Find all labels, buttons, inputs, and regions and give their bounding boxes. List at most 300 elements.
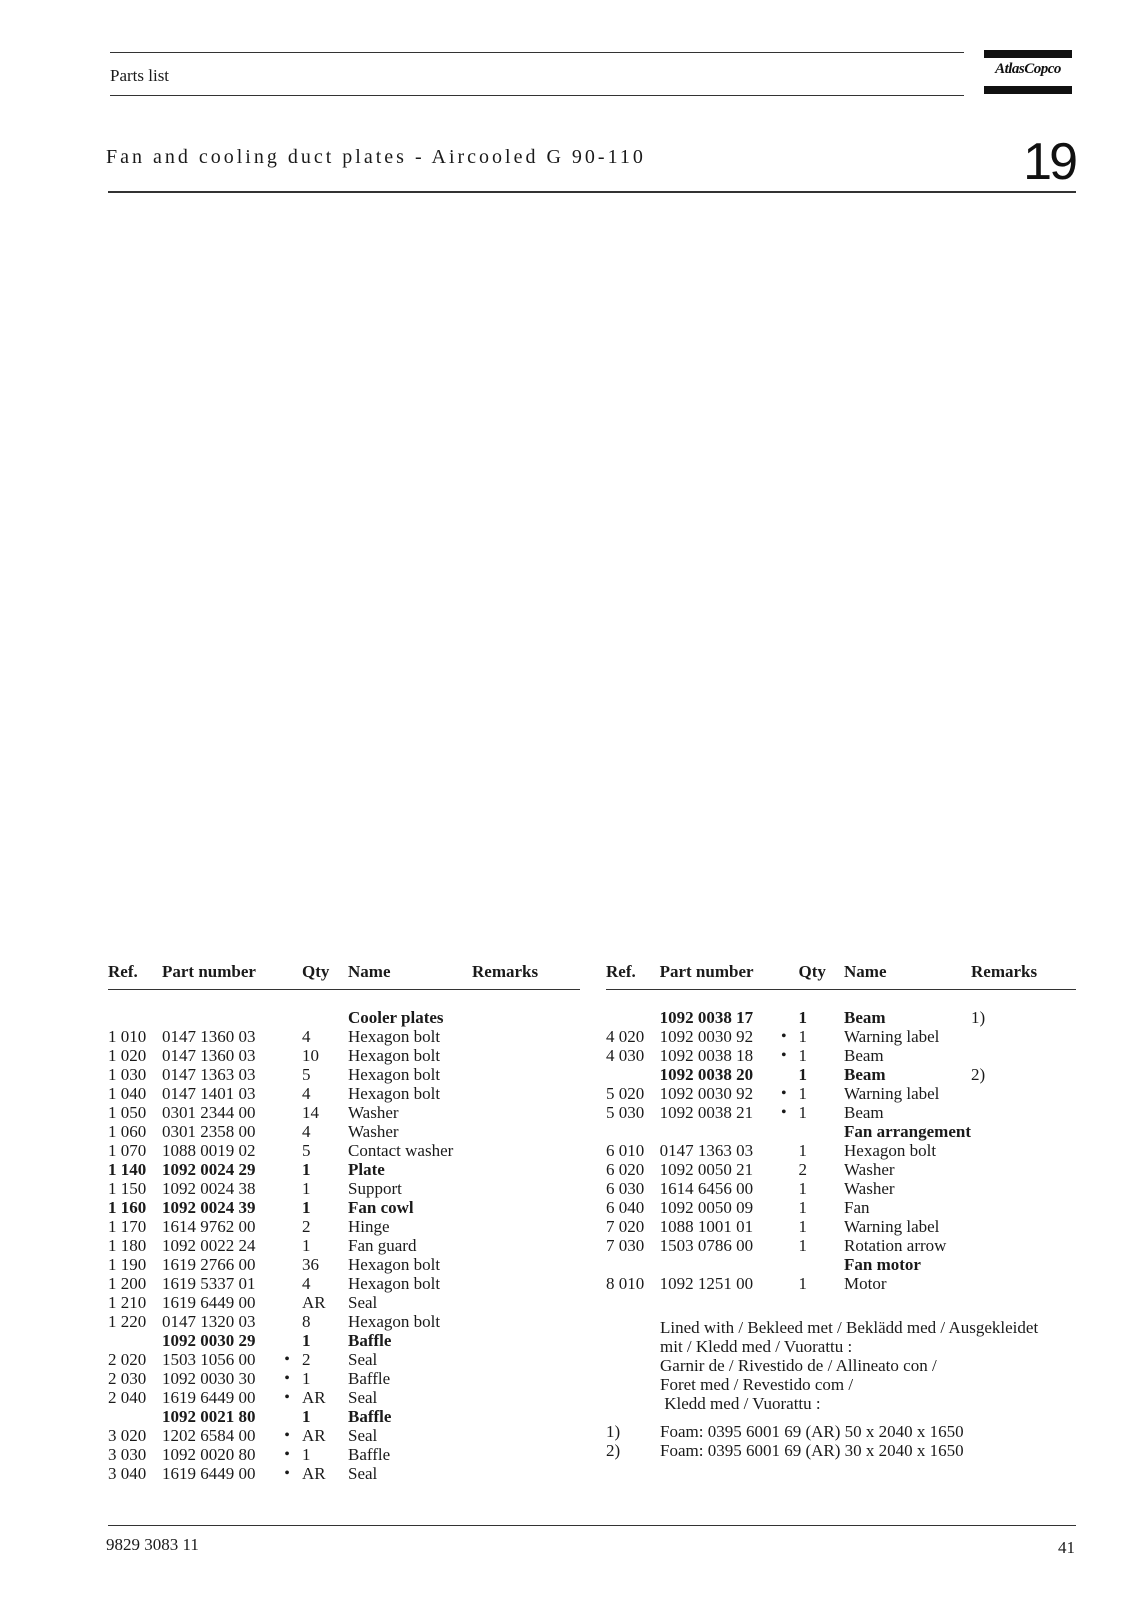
cell-bullet: • [284, 1446, 290, 1463]
cell-remarks [472, 1464, 580, 1483]
footnote-2 [606, 1441, 964, 1460]
table-row [108, 1027, 580, 1046]
cell-remarks [472, 1312, 580, 1331]
cell-qty: 1 [302, 1179, 311, 1198]
cell-bullet: • [781, 1085, 787, 1102]
cell-remarks [472, 1236, 580, 1255]
cell-part-number: 1614 6456 00 [659, 1179, 754, 1198]
table-row [606, 1160, 1076, 1179]
cell-part-number: 1092 0030 30 [162, 1369, 256, 1388]
cell-ref: 1 210 [108, 1293, 147, 1312]
cell-bullet [272, 1217, 302, 1236]
cell-part-number: 1092 0030 92 [659, 1084, 754, 1103]
cell-part-number: 0147 1360 03 [162, 1027, 256, 1046]
table-row [606, 1065, 1076, 1084]
cell-name: Beam [844, 1008, 886, 1027]
cell-ref: 1 060 [108, 1122, 147, 1141]
cell-part-number: 1619 6449 00 [162, 1388, 256, 1407]
cell-bullet: • [284, 1465, 290, 1482]
cell-remarks [971, 1274, 1076, 1293]
cell-qty: 1 [798, 1236, 807, 1255]
cell-qty: 5 [302, 1065, 311, 1084]
footer-rule [108, 1525, 1076, 1526]
footnote-1 [606, 1422, 964, 1441]
cell-part-number: 0147 1401 03 [162, 1084, 256, 1103]
cell-remarks [472, 1445, 580, 1464]
col-ref: Ref. [108, 962, 138, 981]
cell-remarks [472, 1331, 580, 1350]
note-line: Foret med / Revestido com / [660, 1375, 854, 1394]
table-row [606, 1084, 1076, 1103]
cell-part-number: 1619 6449 00 [162, 1464, 256, 1483]
footnote-text: Foam: 0395 6001 69 (AR) 30 x 2040 x 1650 [660, 1441, 964, 1460]
cell-remarks [971, 1103, 1076, 1122]
cell-qty: AR [302, 1464, 326, 1483]
cell-ref: 3 040 [108, 1464, 147, 1483]
cell-part-number: 0147 1320 03 [162, 1312, 256, 1331]
cell-bullet: • [284, 1351, 290, 1368]
cell-qty: 1 [302, 1445, 311, 1464]
cell-remarks [971, 1046, 1076, 1065]
cell-ref: 1 200 [108, 1274, 147, 1293]
cell-qty: 5 [302, 1141, 311, 1160]
cell-name: Baffle [348, 1369, 391, 1388]
cell-name: Warning label [844, 1027, 940, 1046]
cell-bullet [769, 1198, 798, 1217]
cell-qty: 1 [798, 1065, 807, 1084]
cell-bullet: • [781, 1028, 787, 1045]
cell-qty: 1 [798, 1179, 807, 1198]
cell-bullet [272, 1407, 302, 1426]
cell-bullet [272, 1027, 302, 1046]
cell-bullet [769, 1141, 798, 1160]
cell-remarks [472, 1274, 580, 1293]
cell-qty: 36 [302, 1255, 319, 1274]
cell-ref: 4 020 [606, 1027, 645, 1046]
cell-qty: AR [302, 1426, 326, 1445]
table-row [108, 1046, 580, 1065]
cell-qty: 1 [302, 1198, 311, 1217]
parts-table-right [606, 962, 1076, 1293]
lining-note [660, 1318, 1038, 1413]
cell-remarks [971, 1122, 1076, 1141]
cell-bullet: • [284, 1370, 290, 1387]
table-row [108, 1388, 580, 1407]
cell-remarks [971, 1179, 1076, 1198]
cell-bullet [769, 1274, 798, 1293]
cell-bullet [769, 1236, 798, 1255]
title-rule [108, 191, 1076, 193]
cell-name: Beam [844, 1103, 884, 1122]
table-row [108, 1141, 580, 1160]
table-row [108, 1445, 580, 1464]
note-line: Kledd med / Vuorattu : [660, 1394, 821, 1413]
cell-bullet [769, 1160, 798, 1179]
table-row [606, 1179, 1076, 1198]
cell-name: Warning label [844, 1217, 940, 1236]
cell-qty: 1 [798, 1274, 807, 1293]
table-row [606, 1141, 1076, 1160]
cell-name: Baffle [348, 1445, 391, 1464]
cell-name: Motor [844, 1274, 887, 1293]
note-line: Garnir de / Rivestido de / Allineato con / [660, 1356, 937, 1375]
cell-qty [799, 1122, 845, 1141]
cell-remarks [971, 1141, 1076, 1160]
cell-remarks [971, 1217, 1076, 1236]
parts-table-left [108, 962, 580, 1483]
table-row [606, 1274, 1076, 1293]
cell-qty: 1 [302, 1407, 311, 1426]
cell-ref: 1 180 [108, 1236, 147, 1255]
col-part-number: Part number [659, 962, 754, 981]
cell-bullet [272, 1198, 302, 1217]
table-row [108, 1179, 580, 1198]
cell-remarks [472, 1122, 580, 1141]
cell-ref: 2 030 [108, 1369, 147, 1388]
cell-part-number: 0147 1363 03 [659, 1141, 754, 1160]
cell-name: Hexagon bolt [348, 1312, 441, 1331]
cell-name: Seal [348, 1293, 378, 1312]
cell-ref: 3 020 [108, 1426, 147, 1445]
cell-ref: 4 030 [606, 1046, 645, 1065]
cell-bullet [272, 1331, 302, 1350]
cell-part-number: 1092 0020 80 [162, 1445, 256, 1464]
cell-remarks: 1) [971, 1008, 986, 1027]
cell-qty: 8 [302, 1312, 311, 1331]
table-row [606, 1236, 1076, 1255]
cell-qty: AR [302, 1293, 326, 1312]
cell-remarks [472, 1179, 580, 1198]
cell-bullet [272, 1179, 302, 1198]
cell-qty: 2 [302, 1217, 311, 1236]
cell-qty: 1 [798, 1046, 807, 1065]
cell-qty: 14 [302, 1103, 319, 1122]
col-name: Name [348, 962, 391, 981]
cell-name: Seal [348, 1350, 378, 1369]
cell-ref [606, 1122, 660, 1141]
table-header-row [606, 962, 1076, 990]
table-header-row [108, 962, 580, 990]
cell-part-number: 1202 6584 00 [162, 1426, 256, 1445]
cell-part-number: 1092 0024 38 [162, 1179, 256, 1198]
cell-name: Fan cowl [348, 1198, 414, 1217]
table-row [108, 1236, 580, 1255]
cell-part-number: 0301 2344 00 [162, 1103, 256, 1122]
cell-part-number: 1619 2766 00 [162, 1255, 256, 1274]
cell-qty: 2 [798, 1160, 807, 1179]
cell-ref: 2 020 [108, 1350, 147, 1369]
cell-part-number: 1092 0038 20 [659, 1065, 754, 1084]
cell-ref: 1 020 [108, 1046, 147, 1065]
cell-name: Washer [348, 1122, 399, 1141]
cell-ref: 1 150 [108, 1179, 147, 1198]
col-part-number: Part number [162, 962, 256, 981]
cell-bullet: • [284, 1427, 290, 1444]
cell-qty: 1 [798, 1217, 807, 1236]
cell-remarks [472, 1388, 580, 1407]
page-number: 41 [1058, 1538, 1075, 1557]
cell-ref: 1 220 [108, 1312, 147, 1331]
cell-ref: 5 030 [606, 1103, 645, 1122]
table-row [108, 1312, 580, 1331]
cell-name: Washer [844, 1160, 895, 1179]
table-row [108, 990, 580, 1028]
cell-name: Seal [348, 1388, 378, 1407]
cell-part-number: 1092 0038 17 [659, 1008, 754, 1027]
cell-name: Seal [348, 1464, 378, 1483]
cell-remarks [472, 1046, 580, 1065]
cell-ref: 1 160 [108, 1198, 147, 1217]
table-row [606, 1122, 1076, 1141]
cell-bullet [769, 1255, 798, 1274]
section-label: Parts list [110, 66, 170, 85]
table-row [606, 1217, 1076, 1236]
table-row [108, 1426, 580, 1445]
cell-bullet [769, 990, 798, 1028]
cell-remarks: 2) [971, 1065, 986, 1084]
cell-ref: 6 040 [606, 1198, 645, 1217]
note-line: Lined with / Bekleed met / Beklädd med / Ausgekleidet [660, 1318, 1039, 1337]
cell-name: Contact washer [348, 1141, 454, 1160]
cell-name: Hexagon bolt [348, 1027, 441, 1046]
cell-bullet [272, 1122, 302, 1141]
cell-remarks [971, 1236, 1076, 1255]
table-row [108, 1103, 580, 1122]
cell-qty [799, 1255, 845, 1274]
table-row [606, 1103, 1076, 1122]
cell-bullet [272, 1065, 302, 1084]
cell-part-number: 1092 0050 21 [659, 1160, 754, 1179]
table-row [108, 1255, 580, 1274]
cell-part-number [660, 1122, 770, 1141]
cell-remarks [472, 1065, 580, 1084]
col-ref: Ref. [606, 962, 636, 981]
cell-qty: 1 [798, 1008, 807, 1027]
cell-bullet [272, 990, 302, 1028]
cell-part-number: 1092 0050 09 [659, 1198, 754, 1217]
cell-part-number: 1619 6449 00 [162, 1293, 256, 1312]
cell-ref: 7 020 [606, 1217, 645, 1236]
cell-bullet [272, 1293, 302, 1312]
cell-qty: 1 [798, 1027, 807, 1046]
cell-ref [606, 990, 660, 1028]
cell-remarks [472, 1369, 580, 1388]
cell-part-number: 1619 5337 01 [162, 1274, 256, 1293]
cell-ref [108, 1407, 162, 1426]
cell-name: Warning label [844, 1084, 940, 1103]
cell-part-number: 1614 9762 00 [162, 1217, 256, 1236]
cell-ref: 1 040 [108, 1084, 147, 1103]
cell-part-number: 1092 0024 39 [162, 1198, 256, 1217]
table-row [108, 1369, 580, 1388]
cell-name: Fan motor [844, 1255, 921, 1274]
brand-wordmark: AtlasCopco [995, 61, 1061, 77]
cell-part-number: 1092 0038 21 [659, 1103, 754, 1122]
cell-part-number: 1092 0038 18 [659, 1046, 754, 1065]
cell-part-number: 0147 1360 03 [162, 1046, 256, 1065]
cell-ref: 1 190 [108, 1255, 147, 1274]
cell-bullet: • [781, 1104, 787, 1121]
cell-ref: 6 010 [606, 1141, 645, 1160]
cell-remarks [971, 1160, 1076, 1179]
cell-bullet [272, 1046, 302, 1065]
cell-bullet [769, 1065, 798, 1084]
cell-ref: 1 050 [108, 1103, 147, 1122]
table-row [108, 1331, 580, 1350]
cell-bullet [769, 1122, 798, 1141]
cell-name: Beam [844, 1065, 886, 1084]
cell-ref: 6 030 [606, 1179, 645, 1198]
cell-ref: 1 010 [108, 1027, 147, 1046]
cell-remarks [472, 1027, 580, 1046]
cell-remarks [971, 1255, 1076, 1274]
cell-part-number: 1092 0030 29 [162, 1331, 256, 1350]
col-name: Name [844, 962, 887, 981]
cell-remarks [472, 1407, 580, 1426]
cell-name: Hexagon bolt [348, 1274, 441, 1293]
cell-qty: 4 [302, 1084, 311, 1103]
cell-name: Hexagon bolt [348, 1065, 441, 1084]
cell-remarks [472, 1426, 580, 1445]
cell-qty: 1 [798, 1141, 807, 1160]
footnote-key: 1) [606, 1422, 621, 1441]
cell-qty: AR [302, 1388, 326, 1407]
col-remarks: Remarks [472, 962, 539, 981]
cell-part-number: 1092 0022 24 [162, 1236, 256, 1255]
cell-remarks [472, 1198, 580, 1217]
table-row [606, 990, 1076, 1028]
cell-remarks [472, 990, 580, 1028]
cell-bullet [272, 1103, 302, 1122]
cell-remarks [472, 1217, 580, 1236]
cell-bullet [769, 1217, 798, 1236]
cell-remarks [472, 1293, 580, 1312]
cell-qty: 1 [302, 1160, 311, 1179]
table-row [108, 1122, 580, 1141]
cell-bullet [272, 1255, 302, 1274]
cell-part-number: 0301 2358 00 [162, 1122, 256, 1141]
cell-remarks [971, 1198, 1076, 1217]
cell-ref: 5 020 [606, 1084, 645, 1103]
cell-ref [606, 1065, 660, 1084]
cell-name: Support [348, 1179, 402, 1198]
cell-ref: 7 030 [606, 1236, 645, 1255]
cell-qty: 10 [302, 1046, 319, 1065]
cell-remarks [971, 1027, 1076, 1046]
note-line: mit / Kledd med / Vuorattu : [660, 1337, 853, 1356]
table-row [108, 1464, 580, 1483]
cell-part-number: 1088 1001 01 [659, 1217, 754, 1236]
cell-qty: 4 [302, 1274, 311, 1293]
table-row [108, 1350, 580, 1369]
table-row [606, 1027, 1076, 1046]
cell-bullet [272, 1160, 302, 1179]
cell-name: Plate [348, 1160, 385, 1179]
header-top-rule [110, 52, 964, 53]
cell-bullet: • [781, 1047, 787, 1064]
cell-ref: 6 020 [606, 1160, 645, 1179]
cell-remarks [472, 1160, 580, 1179]
cell-qty: 1 [302, 1369, 311, 1388]
table-row [606, 1046, 1076, 1065]
cell-bullet [272, 1312, 302, 1331]
cell-qty: 2 [302, 1350, 311, 1369]
cell-bullet [272, 1236, 302, 1255]
cell-qty: 1 [302, 1331, 311, 1350]
cell-ref: 3 030 [108, 1445, 147, 1464]
cell-name: Baffle [348, 1407, 392, 1426]
cell-part-number: 1088 0019 02 [162, 1141, 256, 1160]
cell-qty: 1 [798, 1198, 807, 1217]
page-title: Fan and cooling duct plates - Aircooled G 90-110 [106, 146, 646, 168]
table-row [108, 1217, 580, 1236]
cell-remarks [472, 1255, 580, 1274]
cell-name: Seal [348, 1426, 378, 1445]
cell-remarks [971, 1084, 1076, 1103]
cell-ref: 1 170 [108, 1217, 147, 1236]
document-number: 9829 3083 11 [106, 1535, 199, 1554]
chapter-number: 19 [1023, 133, 1075, 191]
cell-bullet [272, 1141, 302, 1160]
cell-ref: 2 040 [108, 1388, 147, 1407]
cell-part-number: 0147 1363 03 [162, 1065, 256, 1084]
cell-name: Fan [844, 1198, 870, 1217]
cell-name: Hexagon bolt [348, 1255, 441, 1274]
table-row [108, 1084, 580, 1103]
table-row [108, 1407, 580, 1426]
cell-qty: 4 [302, 1027, 311, 1046]
col-qty: Qty [302, 962, 330, 981]
table-row [606, 1198, 1076, 1217]
table-row [108, 1274, 580, 1293]
cell-remarks [472, 1084, 580, 1103]
cell-name: Hinge [348, 1217, 390, 1236]
cell-name: Hexagon bolt [348, 1084, 441, 1103]
cell-part-number [162, 990, 272, 1028]
table-row [108, 1065, 580, 1084]
col-remarks: Remarks [971, 962, 1038, 981]
cell-remarks [472, 1103, 580, 1122]
cell-qty: 1 [798, 1103, 807, 1122]
cell-name: Fan guard [348, 1236, 417, 1255]
cell-part-number: 1092 0030 92 [659, 1027, 754, 1046]
cell-part-number: 1503 1056 00 [162, 1350, 256, 1369]
cell-remarks [472, 1350, 580, 1369]
cell-name: Hexagon bolt [348, 1046, 441, 1065]
col-qty: Qty [798, 962, 826, 981]
cell-ref [606, 1255, 660, 1274]
footnote-text: Foam: 0395 6001 69 (AR) 50 x 2040 x 1650 [660, 1422, 964, 1441]
table-row [108, 1198, 580, 1217]
cell-ref: 1 140 [108, 1160, 147, 1179]
cell-part-number: 1503 0786 00 [659, 1236, 754, 1255]
cell-bullet [272, 1084, 302, 1103]
cell-ref: 1 070 [108, 1141, 147, 1160]
cell-qty: 1 [302, 1236, 311, 1255]
cell-ref: 8 010 [606, 1274, 645, 1293]
cell-qty [302, 990, 348, 1028]
atlas-copco-logo [984, 50, 1072, 94]
header-bottom-rule [110, 95, 964, 96]
cell-name: Beam [844, 1046, 884, 1065]
cell-bullet: • [284, 1389, 290, 1406]
cell-name: Rotation arrow [844, 1236, 947, 1255]
table-row [606, 1255, 1076, 1274]
cell-ref [108, 1331, 162, 1350]
cell-name: Washer [844, 1179, 895, 1198]
cell-name: Cooler plates [348, 1008, 444, 1027]
cell-bullet [272, 1274, 302, 1293]
